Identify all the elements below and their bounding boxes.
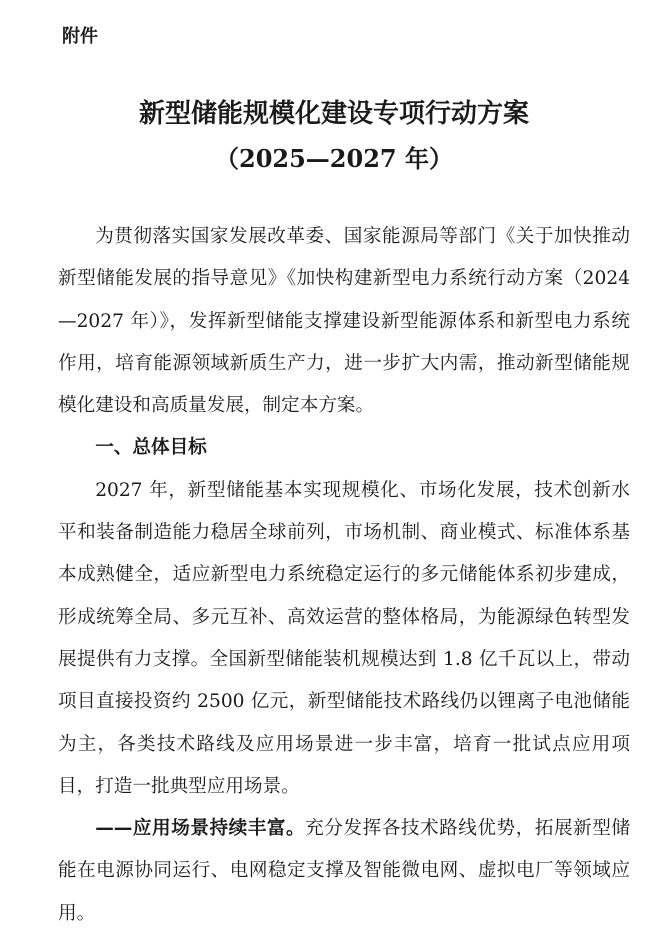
goal-paragraph: 2027 年，新型储能基本实现规模化、市场化发展，技术创新水平和装备制造能力稳居全球前列，市场机制、商业模式、标准体系基本成熟健全，适应新型电力系统稳定运行的多元储能体系初步建成，形成统筹全局、多元互补、高效运营的整体格局，为能源绿色转型发展提供有力支撑。全国新型储能装机规模达到 1.8 亿千瓦以上，带动项目直接投资约 2500 亿元，新型储能技术路线仍以锂离子电池储能为主，各类技术路线及应用场景进一步丰富，培育一批试点应用项目，打造一批典型应用场景。 [58, 479, 630, 797]
goal-item-lead: ——应用场景持续丰富。 [95, 818, 306, 840]
attachment-label: 附件 [62, 26, 98, 47]
goal-item-text: 充分发挥各技术路线优势，拓展新型储能在电源协同运行、电网稳定支撑及智能微电网、虚拟电厂等领域应用。 [58, 818, 630, 924]
document-body [58, 216, 630, 935]
goal-item-application-scenarios [58, 808, 630, 935]
intro-paragraph: 为贯彻落实国家发展改革委、国家能源局等部门《关于加快推动新型储能发展的指导意见》《加快构建新型电力系统行动方案（2024—2027 年）》，发挥新型储能支撑建设新型能源体系和新型电力系统作用，培育能源领域新质生产力，进一步扩大内需，推动新型储能规模化建设和高质量发展，制定本方案。 [58, 226, 630, 417]
document-subtitle: （2025—2027 年） [215, 144, 453, 173]
document-title: 新型储能规模化建设专项行动方案 [138, 99, 529, 129]
section-heading-overall-goals: 一、总体目标 [95, 437, 207, 459]
